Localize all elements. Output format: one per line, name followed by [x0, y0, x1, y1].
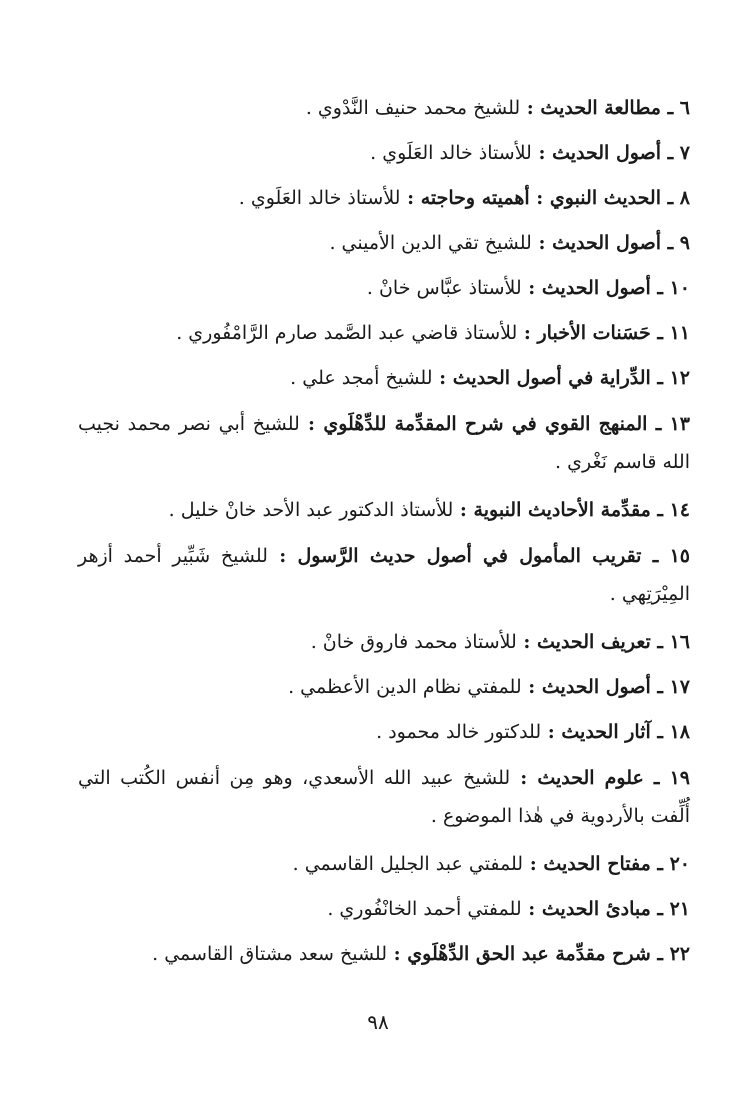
- list-item: ٩ ـ أصول الحديث : للشيخ تقي الدين الأميني .: [329, 232, 690, 254]
- entry-author: للمفتي عبد الجليل القاسمي .: [292, 853, 524, 875]
- entry-author: للأستاذ قاضي عبد الصَّمد صارم الرَّامْفُوري .: [176, 322, 518, 344]
- entry-author: للشيخ تقي الدين الأميني .: [329, 232, 532, 254]
- list-item: ١٨ ـ آثار الحديث : للدكتور خالد محمود .: [376, 721, 690, 743]
- entry-author: للدكتور خالد محمود .: [376, 721, 542, 743]
- entry-number: ١٧: [669, 676, 690, 698]
- entry-number: ٧: [679, 142, 690, 164]
- entry-number: ٢٠: [669, 853, 690, 875]
- entry-author: للأستاذ خالد العَلَوي .: [370, 142, 532, 164]
- list-item: ٢٢ ـ شرح مقدِّمة عبد الحق الدِّهْلَوي : للشيخ سعد مشتاق القاسمي .: [152, 943, 690, 965]
- entry-number: ٦: [679, 97, 690, 119]
- list-item: ١٥ ـ تقريب المأمول في أصول حديث الرَّسول : للشيخ شَبِّير أحمد أزهر المِيْرَتِهي .: [78, 545, 691, 605]
- entry-number: ١٥: [669, 545, 691, 567]
- list-item: ١٣ ـ المنهج القوي في شرح المقدِّمة للدِّهْلَوي : للشيخ أبي نصر محمد نجيب الله قاسم نَغْري .: [78, 413, 690, 473]
- list-item: ١٤ ـ مقدِّمة الأحاديث النبوية : للأستاذ الدكتور عبد الأحد خانْ خليل .: [168, 499, 690, 521]
- list-item: ٨ ـ الحديث النبوي : أهميته وحاجته : للأستاذ خالد العَلَوي .: [238, 187, 690, 209]
- entry-title: الحديث النبوي : أهميته وحاجته: [420, 187, 661, 209]
- list-item: ٧ ـ أصول الحديث : للأستاذ خالد العَلَوي .: [370, 142, 690, 164]
- entry-title: مقدِّمة الأحاديث النبوية: [473, 499, 651, 521]
- list-item: ٦ ـ مطالعة الحديث : للشيخ محمد حنيف النَّدْوي .: [305, 97, 690, 119]
- entry-title: علوم الحديث: [537, 767, 644, 789]
- list-item: ١٦ ـ تعريف الحديث : للأستاذ محمد فاروق خانْ .: [310, 631, 690, 653]
- entry-author: للشيخ عبيد الله الأسعدي، وهو مِن أنفس الكُتب التي أُلِّفت بالأردوية في هٰذا الموضوع .: [78, 767, 690, 827]
- entry-number: ١٤: [669, 499, 690, 521]
- entry-number: ١٣: [669, 413, 690, 435]
- entry-number: ١٢: [669, 367, 690, 389]
- entry-title: مطالعة الحديث: [540, 97, 661, 119]
- entry-number: ٩: [679, 232, 690, 254]
- entry-author: للشيخ أبي نصر محمد نجيب الله قاسم نَغْري .: [78, 413, 690, 473]
- list-item: ١١ ـ حَسَنات الأخبار : للأستاذ قاضي عبد الصَّمد صارم الرَّامْفُوري .: [176, 322, 690, 344]
- entry-author: للشيخ شَبِّير أحمد أزهر المِيْرَتِهي .: [78, 545, 690, 605]
- page-number: ٩٨: [367, 1010, 389, 1034]
- entry-title: مفتاح الحديث: [543, 853, 651, 875]
- entry-title: أصول الحديث: [552, 232, 661, 254]
- entry-number: ١٩: [669, 767, 690, 789]
- entry-author: للشيخ سعد مشتاق القاسمي .: [152, 943, 388, 965]
- book-page: [78, 86, 690, 977]
- list-item: ١٢ ـ الدِّراية في أصول الحديث : للشيخ أمجد علي .: [290, 367, 690, 389]
- entry-number: ١٠: [669, 277, 690, 299]
- entry-author: للأستاذ محمد فاروق خانْ .: [310, 631, 517, 653]
- entry-number: ٢١: [669, 898, 690, 920]
- list-item: ١٧ ـ أصول الحديث : للمفتي نظام الدين الأعظمي .: [288, 676, 690, 698]
- list-item: ٢٠ ـ مفتاح الحديث : للمفتي عبد الجليل القاسمي .: [292, 853, 690, 875]
- entry-title: الدِّراية في أصول الحديث: [452, 367, 651, 389]
- list-item: ١٠ ـ أصول الحديث : للأستاذ عبَّاس خانْ .: [366, 277, 690, 299]
- entry-title: المنهج القوي في شرح المقدِّمة للدِّهْلَوي: [323, 413, 648, 435]
- entry-author: للمفتي نظام الدين الأعظمي .: [288, 676, 522, 698]
- entry-title: تعريف الحديث: [537, 631, 651, 653]
- entry-author: للأستاذ عبَّاس خانْ .: [366, 277, 522, 299]
- entry-title: آثار الحديث: [561, 721, 651, 743]
- entry-number: ٢٢: [669, 943, 690, 965]
- list-item: ١٩ ـ علوم الحديث : للشيخ عبيد الله الأسعدي، وهو مِن أنفس الكُتب التي أُلِّفت بالأردوية في هٰذا الموضوع .: [78, 767, 690, 827]
- entry-number: ١٨: [669, 721, 690, 743]
- entry-author: للمفتي أحمد الخانْفُوري .: [327, 898, 522, 920]
- entry-title: تقريب المأمول في أصول حديث الرَّسول: [297, 545, 642, 567]
- entry-title: حَسَنات الأخبار: [537, 322, 651, 344]
- list-item: ٢١ ـ مبادئ الحديث : للمفتي أحمد الخانْفُوري .: [327, 898, 690, 920]
- entry-title: مبادئ الحديث: [541, 898, 651, 920]
- entry-title: أصول الحديث: [552, 142, 661, 164]
- entry-author: للأستاذ خالد العَلَوي .: [238, 187, 401, 209]
- entry-title: شرح مقدِّمة عبد الحق الدِّهْلَوي: [407, 943, 651, 965]
- entry-author: للشيخ محمد حنيف النَّدْوي .: [305, 97, 521, 119]
- entry-number: ٨: [679, 187, 690, 209]
- entry-number: ١٦: [669, 631, 690, 653]
- entry-author: للشيخ أمجد علي .: [290, 367, 433, 389]
- entry-title: أصول الحديث: [541, 676, 651, 698]
- entry-title: أصول الحديث: [541, 277, 651, 299]
- entry-number: ١١: [669, 322, 690, 344]
- entry-author: للأستاذ الدكتور عبد الأحد خانْ خليل .: [168, 499, 454, 521]
